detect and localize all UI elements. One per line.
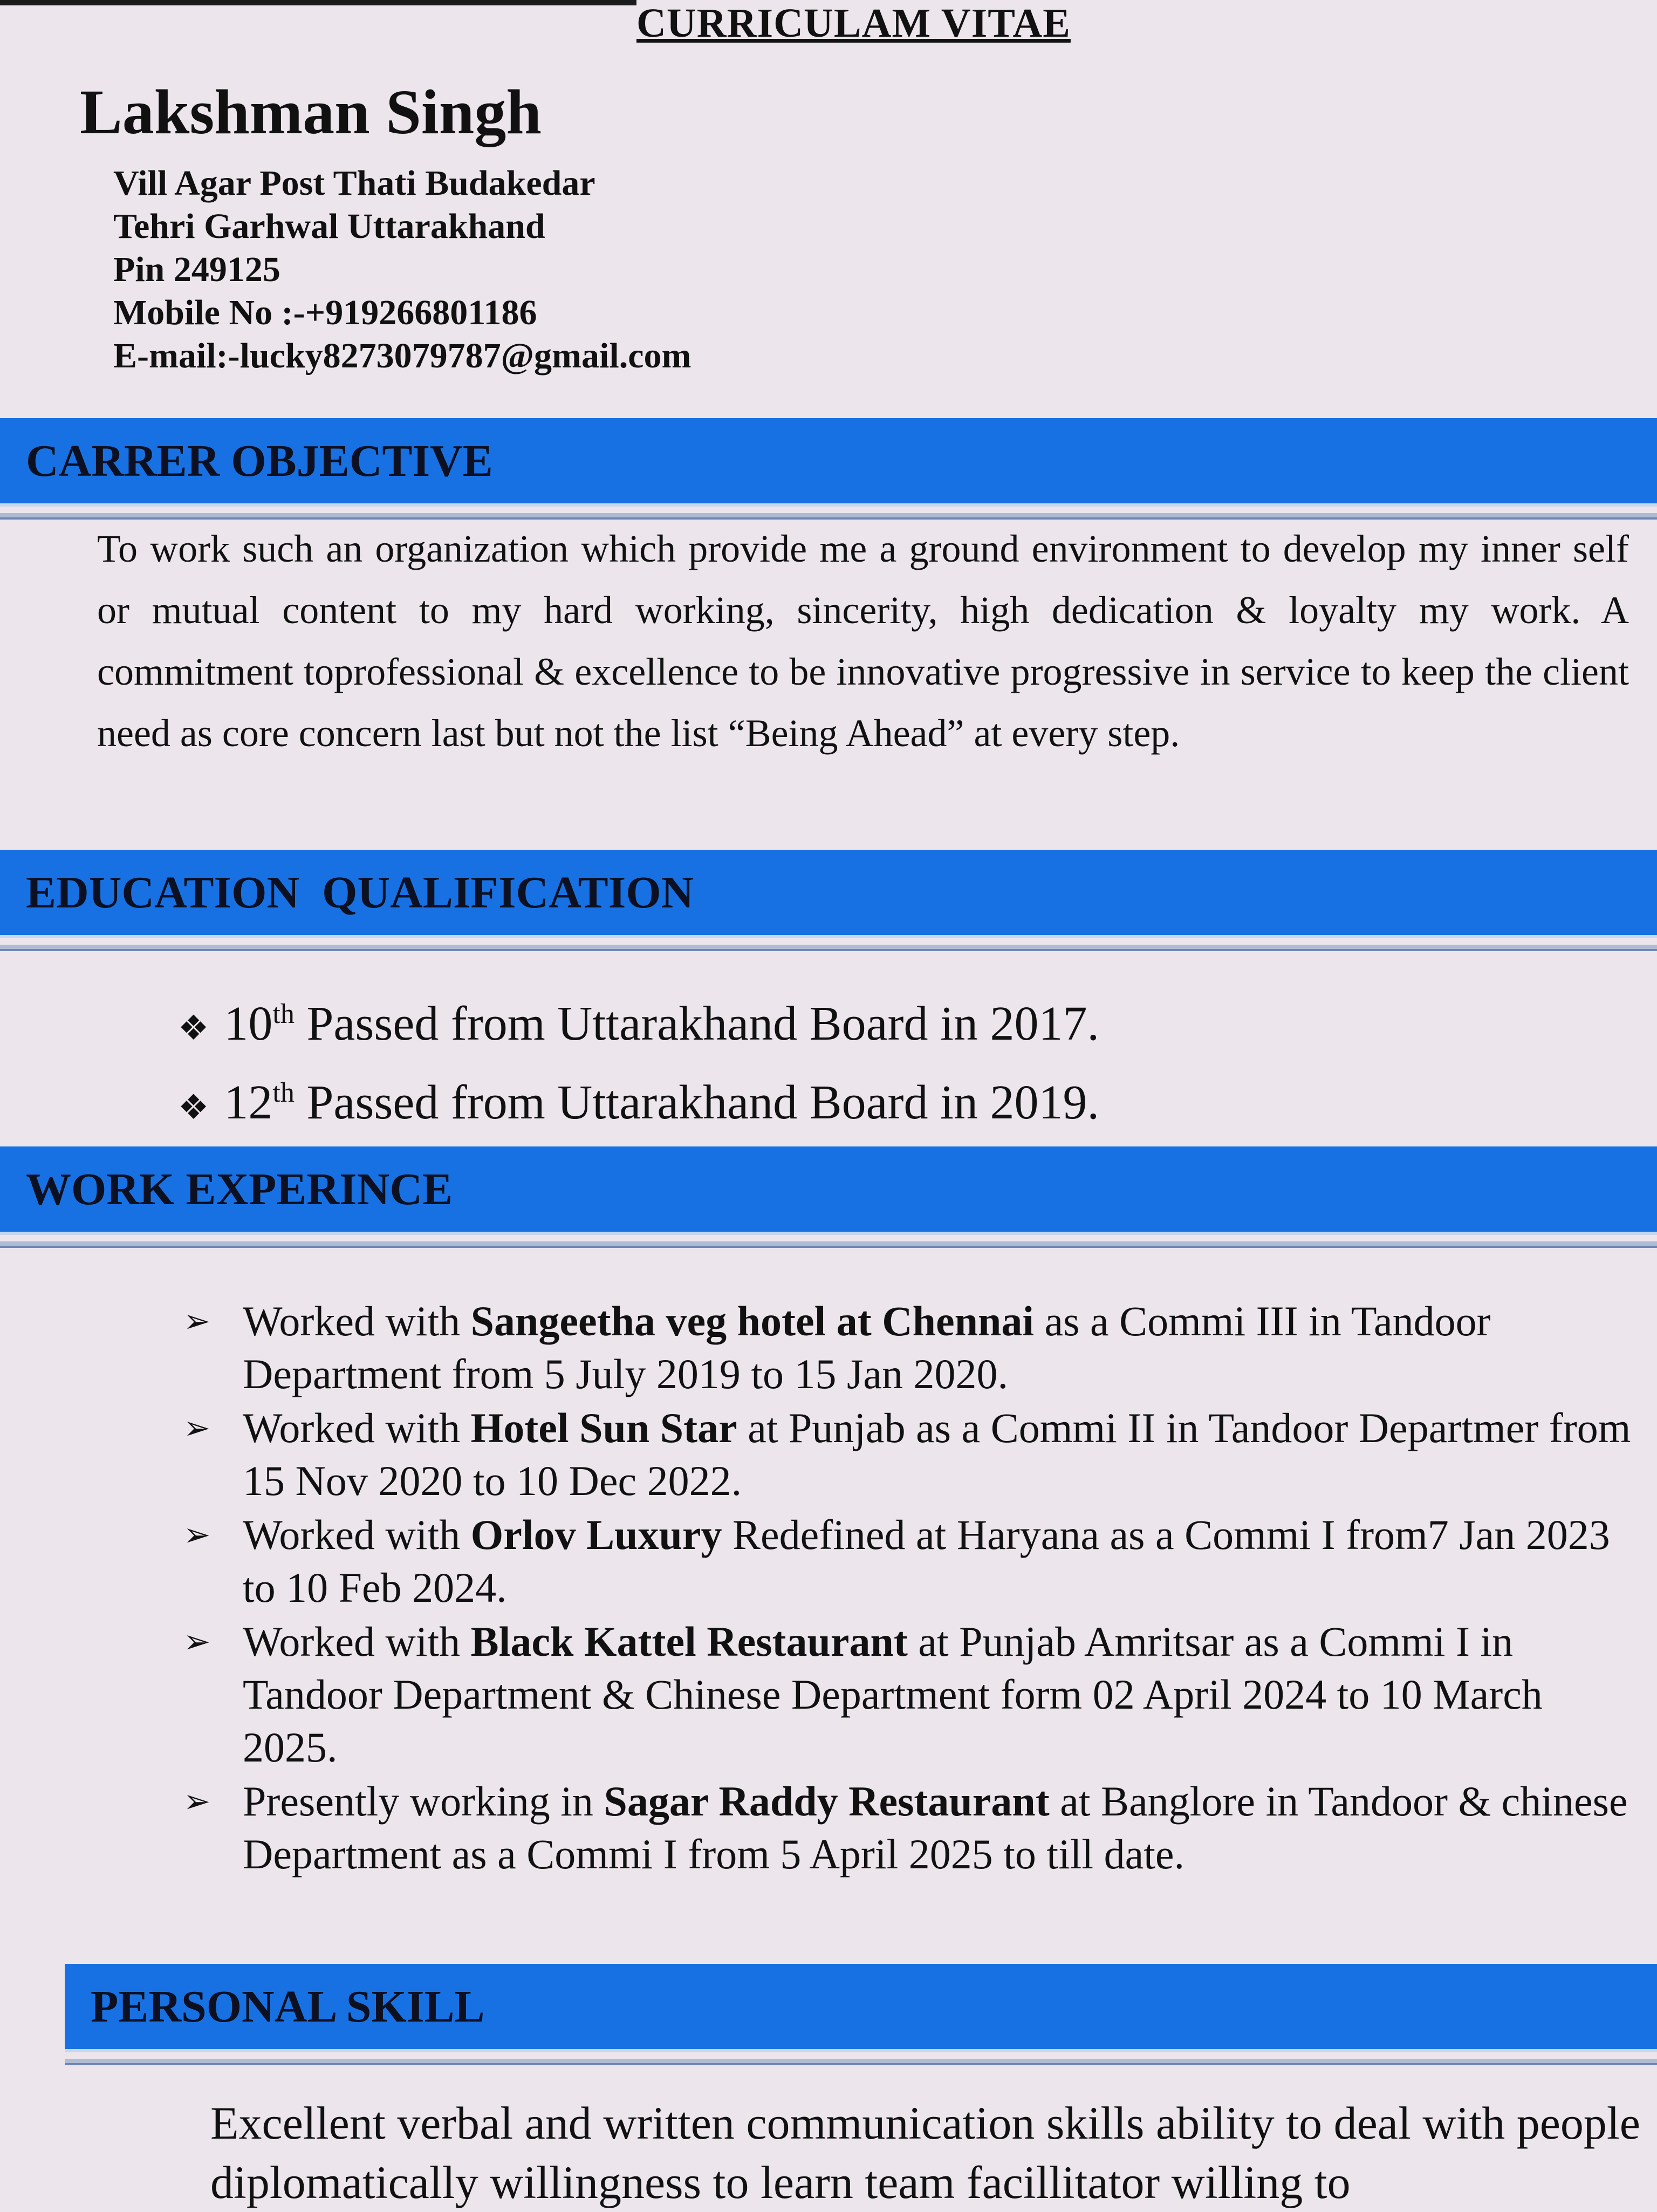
contact-block <box>113 162 691 378</box>
arrow-bullet-icon: ➢ <box>183 1517 211 1553</box>
personal-skill-text: Excellent verbal and written communication skills ability to deal with people diplomatically willingness to learn team facillitator willing to <box>210 2097 1640 2208</box>
address-line-1: Vill Agar Post Thati Budakedar <box>113 163 595 203</box>
section-heading: PERSONAL SKILL <box>91 1981 485 2032</box>
work-experience-list <box>183 1295 1640 1882</box>
document-title: CURRICULAM VITAE <box>636 1 1071 46</box>
work-item: ➢ Worked with Hotel Sun Star at Punjab as a Commi II in Tandoor Departmer from 15 Nov 2020 to 10 Dec 2022. <box>183 1402 1640 1507</box>
diamond-bullet-icon: ❖ <box>178 1088 209 1127</box>
section-heading: EDUCATION QUALIFICATION <box>26 867 694 918</box>
section-heading: WORK EXPERINCE <box>26 1164 453 1214</box>
candidate-name: Lakshman Singh <box>80 77 542 147</box>
work-item: ➢ Worked with Black Kattel Restaurant at Punjab Amritsar as a Commi I in Tandoor Department & Chinese Department form 02 April 2024 to 10 March 2025. <box>183 1615 1640 1774</box>
section-header-objective <box>0 418 1657 507</box>
section-header-skill <box>65 1964 1657 2052</box>
work-item: ➢ Worked with Sangeetha veg hotel at Chennai as a Commi III in Tandoor Department from 5 July 2019 to 15 Jan 2020. <box>183 1295 1640 1401</box>
pin-code: Pin 249125 <box>113 250 280 289</box>
arrow-bullet-icon: ➢ <box>183 1303 211 1339</box>
mobile-number: Mobile No :-+919266801186 <box>113 293 537 332</box>
top-border-line <box>0 0 636 5</box>
work-item: ➢ Presently working in Sagar Raddy Restaurant at Banglore in Tandoor & chinese Department as a Commi I from 5 April 2025 to till date. <box>183 1775 1640 1881</box>
objective-text: To work such an organization which provide me a ground environment to develop my inner self or mutual content to my hard working, sincerity, high dedication & loyalty my work. A commitment toprofessional & excellence to be innovative progressive in service to keep the client need as core concern last but not the list “Being Ahead” at every step. <box>97 527 1629 755</box>
address-line-2: Tehri Garhwal Uttarakhand <box>113 207 545 246</box>
education-list <box>178 982 1099 1140</box>
section-heading: CARRER OBJECTIVE <box>26 435 493 486</box>
arrow-bullet-icon: ➢ <box>183 1410 211 1446</box>
section-header-education <box>0 850 1657 938</box>
section-header-work <box>0 1146 1657 1235</box>
email-address: E-mail:-lucky8273079787@gmail.com <box>113 336 691 376</box>
arrow-bullet-icon: ➢ <box>183 1784 211 1819</box>
education-item: ❖ 12th Passed from Uttarakhand Board in 2019. <box>178 1076 1100 1130</box>
education-item: ❖ 10th Passed from Uttarakhand Board in 2017. <box>178 997 1100 1050</box>
diamond-bullet-icon: ❖ <box>178 1009 209 1048</box>
work-item: ➢ Worked with Orlov Luxury Redefined at Haryana as a Commi I from7 Jan 2023 to 10 Feb 2024. <box>183 1508 1640 1614</box>
arrow-bullet-icon: ➢ <box>183 1624 211 1660</box>
